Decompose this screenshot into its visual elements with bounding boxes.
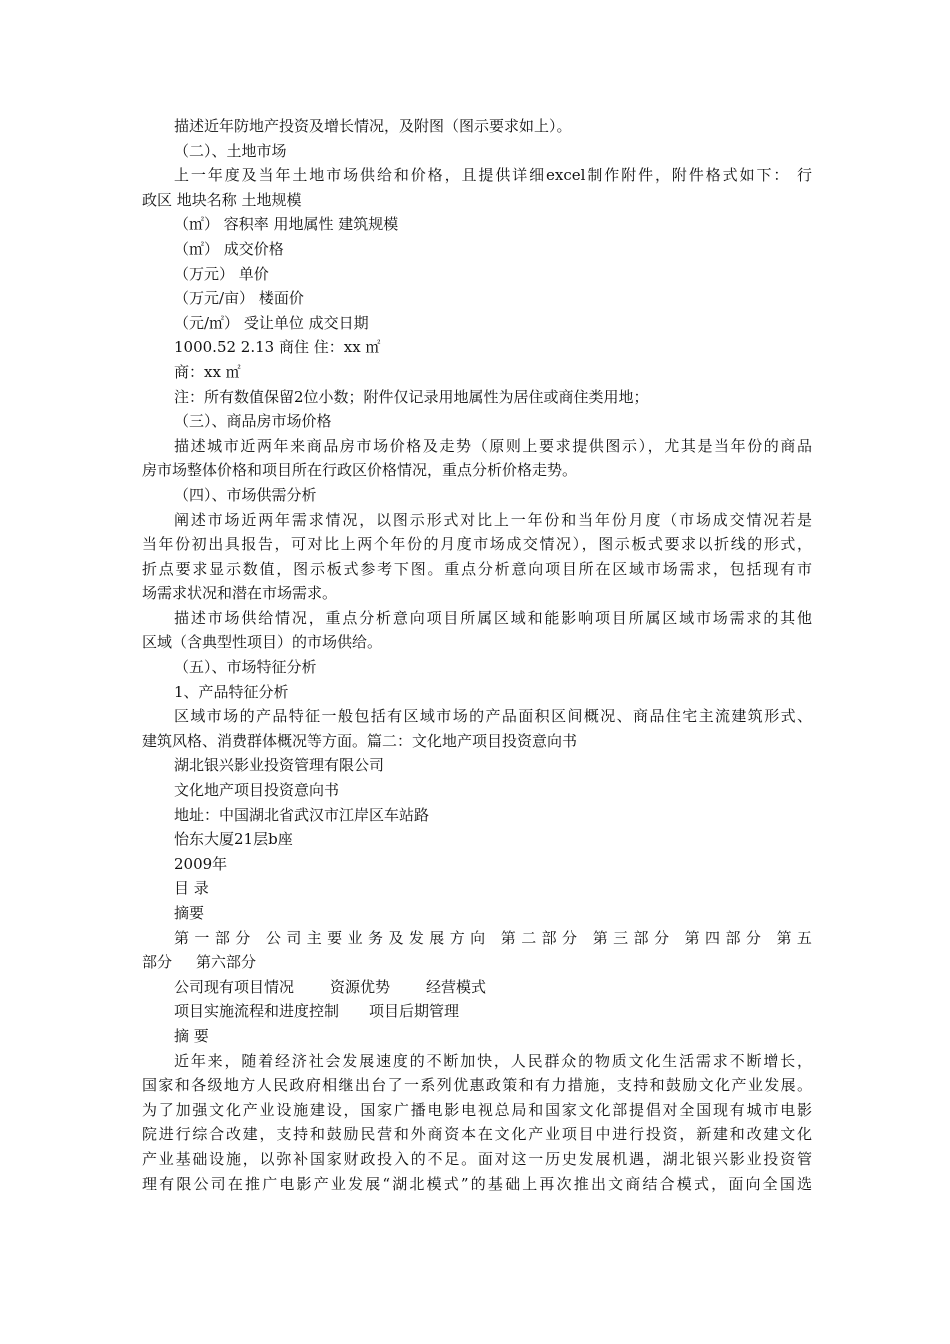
toc-item: 资源优势	[330, 977, 391, 996]
abstract-line: 产业基础设施，以弥补国家财政投入的不足。面对这一历史发展机遇，湖北银兴影业投资管	[142, 1149, 812, 1168]
section-heading-supply-demand: （四）、市场供需分析	[174, 485, 317, 504]
toc-item: 第五	[776, 928, 812, 947]
document-title: 文化地产项目投资意向书	[174, 781, 340, 800]
year-line: 2009年	[174, 854, 228, 873]
toc-item: 公司现有项目情况	[174, 977, 295, 996]
abstract-line: 近年来，随着经济社会发展速度的不断加快，人民群众的物质文化生活需求不断增长，	[174, 1051, 812, 1070]
subheading-product-features: 1、产品特征分析	[174, 682, 289, 701]
toc-item: 第六部分	[196, 953, 257, 972]
toc-item: 第三部分	[592, 928, 675, 947]
text-line: （㎡） 容积率 用地属性 建筑规模	[174, 215, 399, 234]
toc-item: 经营模式	[426, 977, 487, 996]
section-heading-housing-price: （三）、商品房市场价格	[174, 412, 332, 431]
abstract-line: 国家和各级地方人民政府相继出台了一系列优惠政策和有力措施，支持和鼓励文化产业发展。	[142, 1076, 812, 1095]
abstract-heading: 摘 要	[174, 1026, 209, 1045]
text-line: 区域市场的产品特征一般包括有区域市场的产品面积区间概况、商品住宅主流建筑形式、	[174, 707, 812, 726]
abstract-line: 为了加强文化产业设施建设，国家广播电影电视总局和国家文化部提倡对全国现有城市电影	[142, 1100, 812, 1119]
abstract-line: 理有限公司在推广电影产业发展“湖北模式”的基础上再次推出文商结合模式，面向全国选	[142, 1174, 812, 1193]
text-line: （㎡） 成交价格	[174, 239, 284, 258]
toc-line	[142, 926, 812, 951]
text-line: 折点要求显示数值，图示板式参考下图。重点分析意向项目所在区域市场需求，包括现有市	[142, 559, 812, 578]
address-line: 怡东大厦21层b座	[174, 830, 293, 849]
text-line: 政区 地块名称 土地规模	[142, 190, 302, 209]
text-line: （元/㎡） 受让单位 成交日期	[174, 313, 369, 332]
toc-item: 项目后期管理	[369, 1002, 460, 1021]
abstract-line: 院进行综合改建，支持和鼓励民营和外商资本在文化产业项目中进行投资，新建和改建文化	[142, 1125, 812, 1144]
text-line: 描述城市近两年来商品房市场价格及走势（原则上要求提供图示），尤其是当年份的商品	[174, 436, 812, 455]
text-line: 场需求状况和潜在市场需求。	[142, 584, 338, 603]
toc-item: 第四部分	[684, 928, 767, 947]
text-line: 描述市场供给情况，重点分析意向项目所属区域和能影响项目所属区域市场需求的其他	[174, 608, 812, 627]
text-line: 当年份初出具报告，可对比上两个年份的月度市场成交情况），图示板式要求以折线的形式，	[142, 535, 812, 554]
address-line: 地址：中国湖北省武汉市江岸区车站路	[174, 805, 430, 824]
text-line: （万元） 单价	[174, 264, 269, 283]
toc-line	[142, 975, 812, 1000]
toc-item: 项目实施流程和进度控制	[174, 1002, 340, 1021]
company-name: 湖北银兴影业投资管理有限公司	[174, 756, 385, 775]
section-heading-market-features: （五）、市场特征分析	[174, 658, 317, 677]
text-line: 房市场整体价格和项目所在行政区价格情况，重点分析价格走势。	[142, 461, 578, 480]
toc-item-abstract: 摘要	[174, 904, 205, 922]
text-line: 描述近年防地产投资及增长情况，及附图（图示要求如上）。	[174, 117, 572, 135]
document-body	[142, 114, 812, 1196]
section-heading-land-market: （二）、土地市场	[174, 141, 287, 160]
toc-item: 部分	[142, 953, 173, 972]
note-line: 注：所有数值保留2位小数；附件仅记录用地属性为居住或商住类用地；	[174, 387, 649, 406]
toc-item: 第一部分	[174, 928, 256, 947]
toc-item: 第二部分	[500, 928, 583, 947]
text-line: 1000.52 2.13 商住 住：xx ㎡	[174, 338, 381, 357]
text-line: 商：xx ㎡	[174, 362, 241, 381]
text-line: （万元/亩） 楼面价	[174, 289, 304, 308]
text-line: 建筑风格、消费群体概况等方面。篇二：文化地产项目投资意向书	[142, 731, 578, 750]
text-line: 区域（含典型性项目）的市场供给。	[142, 633, 383, 652]
toc-line	[142, 950, 812, 975]
toc-heading: 目 录	[174, 879, 209, 898]
text-line: 上一年度及当年土地市场供给和价格，且提供详细excel制作附件，附件格式如下： 行	[174, 166, 812, 185]
toc-item: 公司主要业务及发展方向	[265, 928, 491, 947]
toc-line	[142, 999, 812, 1024]
text-line: 阐述市场近两年需求情况，以图示形式对比上一年份和当年份月度（市场成交情况若是	[174, 510, 812, 529]
